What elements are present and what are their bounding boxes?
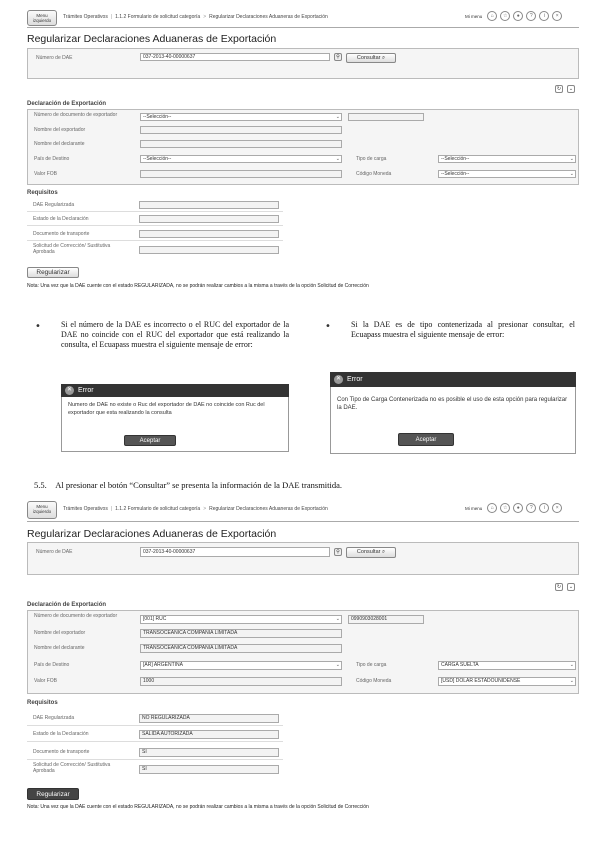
solicitud-input[interactable] <box>139 246 279 254</box>
section-heading <box>34 480 342 490</box>
bullet-left-text: Si el número de la DAE es incorrecto o el RUC del exportador de la DAE no coincide con el RUC del exportador que está realizando la consulta, el Ecuapass muestra el siguiente mensaje de error: <box>61 320 289 349</box>
user-icon[interactable]: ● <box>513 503 523 513</box>
tipo-carga-label: Tipo de carga <box>356 662 387 668</box>
refresh-icon[interactable]: ↻ <box>556 584 562 590</box>
error-dialog-title: Error <box>347 376 363 383</box>
page-title: Regularizar Declaraciones Aduaneras de Exportación <box>27 528 277 540</box>
breadcrumb-item: Regularizar Declaraciones Aduaneras de Exportación <box>209 506 328 512</box>
consultar-label: Consultar <box>356 549 381 555</box>
home-icon[interactable]: ⌂ <box>487 11 497 21</box>
star-icon[interactable]: ☆ <box>500 11 510 21</box>
error-dialog-header <box>61 384 289 397</box>
menu-button[interactable] <box>27 10 57 26</box>
valor-fob-input[interactable]: 1000 <box>140 677 342 686</box>
regularizar-button[interactable]: Regularizar <box>27 267 79 278</box>
section-number: 5.5. <box>34 480 47 490</box>
section-declaracion: Declaración de Exportación <box>27 101 107 107</box>
num-doc-extra-input[interactable] <box>348 113 424 121</box>
quick-menu <box>465 11 562 21</box>
doc-trans-label: Documento de transporte <box>33 231 90 237</box>
declaracion-form <box>27 109 579 185</box>
valor-fob-input[interactable] <box>140 170 342 178</box>
breadcrumb-item[interactable]: Trámites Operativos <box>63 506 108 512</box>
help-icon[interactable]: ? <box>526 11 536 21</box>
dae-input[interactable]: 037-2013-40-00000637 <box>140 53 330 61</box>
note-text: Nota: Una vez que la DAE cuente con el estado REGULARIZADA, no se podrán realizar cambios a la misma a través de la opción Solicitud de Corrección <box>27 804 369 810</box>
codigo-moneda-select-value: --Selección-- <box>441 171 470 177</box>
codigo-moneda-label: Código Moneda <box>356 171 392 177</box>
dae-label: Número de DAE <box>36 549 73 555</box>
nombre-dec-input[interactable]: TRANSOCEANICA COMPAÑIA LIMITADA <box>140 644 342 653</box>
collapse-icon[interactable]: ⌄ <box>568 86 574 92</box>
nombre-dec-input[interactable] <box>140 140 342 148</box>
nombre-exp-input[interactable]: TRANSOCEANICA COMPAÑIA LIMITADA <box>140 629 342 638</box>
quick-menu-label: Mi menu <box>465 505 483 511</box>
refresh-icon[interactable]: ↻ <box>556 86 562 92</box>
tipo-carga-select-value: --Selección-- <box>441 156 470 162</box>
estado-label: Estado de la Declaración <box>33 216 89 222</box>
solicitud-input[interactable]: SI <box>139 765 279 774</box>
codigo-moneda-select[interactable]: [USD] DOLAR ESTADOUNIDENSE ⌄ <box>438 677 576 686</box>
num-doc-select-value: --Selección-- <box>143 114 172 120</box>
pais-select[interactable]: [AR] ARGENTINA ⌄ <box>140 661 342 670</box>
aceptar-button[interactable]: Aceptar <box>124 435 176 446</box>
top-bar <box>27 498 579 522</box>
breadcrumb: Trámites Operativos | 1.1.2 Formulario de solicitud categoría > Regularizar Declaraciones Aduaneras de Exportación <box>63 506 328 512</box>
breadcrumb: Trámites Operativos | 1.1.2 Formulario de solicitud categoría > Regularizar Declaraciones Aduaneras de Exportación <box>63 14 328 20</box>
breadcrumb-item: Regularizar Declaraciones Aduaneras de Exportación <box>209 14 328 20</box>
pais-select-value: --Selección-- <box>143 156 172 162</box>
doc-trans-input[interactable] <box>139 230 279 238</box>
solicitud-label: Solicitud de Corrección/ Sustitutiva Aprobada <box>33 762 111 774</box>
error-message: Numero de DAE no existe o Ruc del exportador de DAE no coincide con Ruc del exportador que esta realizando la consulta <box>68 402 265 416</box>
valor-fob-label: Valor FOB <box>34 678 57 684</box>
screenshot-2 <box>27 498 579 820</box>
error-dialog-right <box>330 372 576 454</box>
dae-input[interactable]: 037-2013-40-00000637 <box>140 547 330 557</box>
num-doc-select[interactable]: [001] RUC ⌄ <box>140 615 342 624</box>
dae-reg-label: DAE Regularizada <box>33 202 75 208</box>
declaracion-form <box>27 610 579 694</box>
star-icon[interactable]: ☆ <box>500 503 510 513</box>
dae-reg-label: DAE Regularizada <box>33 715 75 721</box>
consultar-button[interactable]: Consultar ⌕ <box>346 53 396 63</box>
dae-search-panel <box>27 542 579 575</box>
estado-input[interactable]: SALIDA AUTORIZADA <box>139 730 279 739</box>
nombre-exp-label: Nombre del exportador <box>34 127 86 133</box>
error-dialog-body <box>330 387 576 454</box>
valor-fob-label: Valor FOB <box>34 171 57 177</box>
tipo-carga-select-value: CARGA SUELTA <box>441 662 479 668</box>
note-text: Nota: Una vez que la DAE cuente con el estado REGULARIZADA, no se podrán realizar cambios a la misma a través de la opción Solicitud de Corrección <box>27 283 369 289</box>
breadcrumb-item[interactable]: 1.1.2 Formulario de solicitud categoría <box>115 14 201 20</box>
requisitos-form <box>27 198 287 262</box>
requisitos-form <box>27 710 287 784</box>
menu-button[interactable] <box>27 501 57 519</box>
solicitud-label: Solicitud de Corrección/ Sustitutiva Aprobada <box>33 243 111 255</box>
menu-button-label: Menu izquierdo <box>32 13 52 23</box>
error-icon: ✕ <box>335 376 342 382</box>
codigo-moneda-select-value: [USD] DOLAR ESTADOUNIDENSE <box>441 678 521 684</box>
dae-reg-input[interactable] <box>139 201 279 209</box>
search-icon[interactable]: ⚲ <box>334 548 342 556</box>
nombre-dec-label: Nombre del declarante <box>34 141 85 147</box>
error-icon: ✕ <box>66 387 73 393</box>
num-doc-label: Número de documento de exportador <box>34 613 118 619</box>
error-dialog-body <box>61 397 289 452</box>
codigo-moneda-label: Código Moneda <box>356 678 392 684</box>
info-icon[interactable]: i <box>539 503 549 513</box>
consultar-label: Consultar <box>356 55 381 61</box>
doc-trans-input[interactable]: SI <box>139 748 279 757</box>
bullet-right-text: Si la DAE es de tipo contenerizada al presionar consultar, el Ecuapass muestra el siguiente mensaje de error: <box>351 320 575 339</box>
home-icon[interactable]: ⌂ <box>487 503 497 513</box>
dae-search-panel <box>27 48 579 79</box>
error-dialog-header <box>330 372 576 387</box>
nombre-exp-label: Nombre del exportador <box>34 630 86 636</box>
section-requisitos: Requisitos <box>27 190 58 196</box>
info-icon[interactable]: i <box>539 11 549 21</box>
breadcrumb-item[interactable]: 1.1.2 Formulario de solicitud categoría <box>115 506 201 512</box>
search-icon[interactable]: ⚲ <box>334 53 342 61</box>
screenshot-1 <box>27 8 579 295</box>
tipo-carga-label: Tipo de carga <box>356 156 387 162</box>
nombre-exp-input[interactable] <box>140 126 342 134</box>
collapse-icon[interactable]: ⌄ <box>568 584 574 590</box>
num-doc-extra-input[interactable]: 0990903028001 <box>348 615 424 624</box>
section-requisitos: Requisitos <box>27 700 58 706</box>
pais-select-value: [AR] ARGENTINA <box>143 662 184 668</box>
estado-label: Estado de la Declaración <box>33 731 89 737</box>
pais-label: País de Destino <box>34 156 70 162</box>
regularizar-button[interactable]: Regularizar <box>27 788 79 800</box>
bullet-dot: • <box>325 321 331 332</box>
help-icon[interactable]: ? <box>526 503 536 513</box>
menu-button-label: Menu izquierdo <box>32 504 52 514</box>
tipo-carga-select[interactable]: CARGA SUELTA ⌄ <box>438 661 576 670</box>
error-message: Con Tipo de Carga Contenerizada no es posible el uso de esta opción para regularizar la DAE. <box>337 397 568 411</box>
consultar-button[interactable]: Consultar ⌕ <box>346 547 396 558</box>
tipo-carga-select[interactable]: --Selección-- ⌄ <box>438 155 576 163</box>
aceptar-button[interactable]: Aceptar <box>398 433 454 446</box>
num-doc-select[interactable]: --Selección-- ⌄ <box>140 113 342 121</box>
top-bar <box>27 8 579 28</box>
page-title: Regularizar Declaraciones Aduaneras de Exportación <box>27 33 277 45</box>
quick-menu-label: Mi menu <box>465 13 483 19</box>
user-icon[interactable]: ● <box>513 11 523 21</box>
nombre-dec-label: Nombre del declarante <box>34 645 85 651</box>
breadcrumb-item[interactable]: Trámites Operativos <box>63 14 108 20</box>
pais-select[interactable]: --Selección-- ⌄ <box>140 155 342 163</box>
dae-reg-input[interactable]: NO REGULARIZADA <box>139 714 279 723</box>
bullet-dot: • <box>35 321 41 332</box>
error-dialog-title: Error <box>78 387 94 394</box>
exit-icon[interactable]: × <box>552 11 562 21</box>
section-declaracion: Declaración de Exportación <box>27 602 107 608</box>
error-dialog-left <box>61 384 289 452</box>
estado-input[interactable] <box>139 215 279 223</box>
num-doc-select-value: [001] RUC <box>143 616 167 622</box>
exit-icon[interactable]: × <box>552 503 562 513</box>
pais-label: País de Destino <box>34 662 70 668</box>
section-text: Al presionar el botón “Consultar” se presenta la información de la DAE transmitida. <box>55 480 343 490</box>
doc-trans-label: Documento de transporte <box>33 749 90 755</box>
num-doc-label: Número de documento de exportador <box>34 112 118 118</box>
dae-label: Número de DAE <box>36 55 73 61</box>
codigo-moneda-select[interactable]: --Selección-- ⌄ <box>438 170 576 178</box>
quick-menu <box>465 503 562 513</box>
